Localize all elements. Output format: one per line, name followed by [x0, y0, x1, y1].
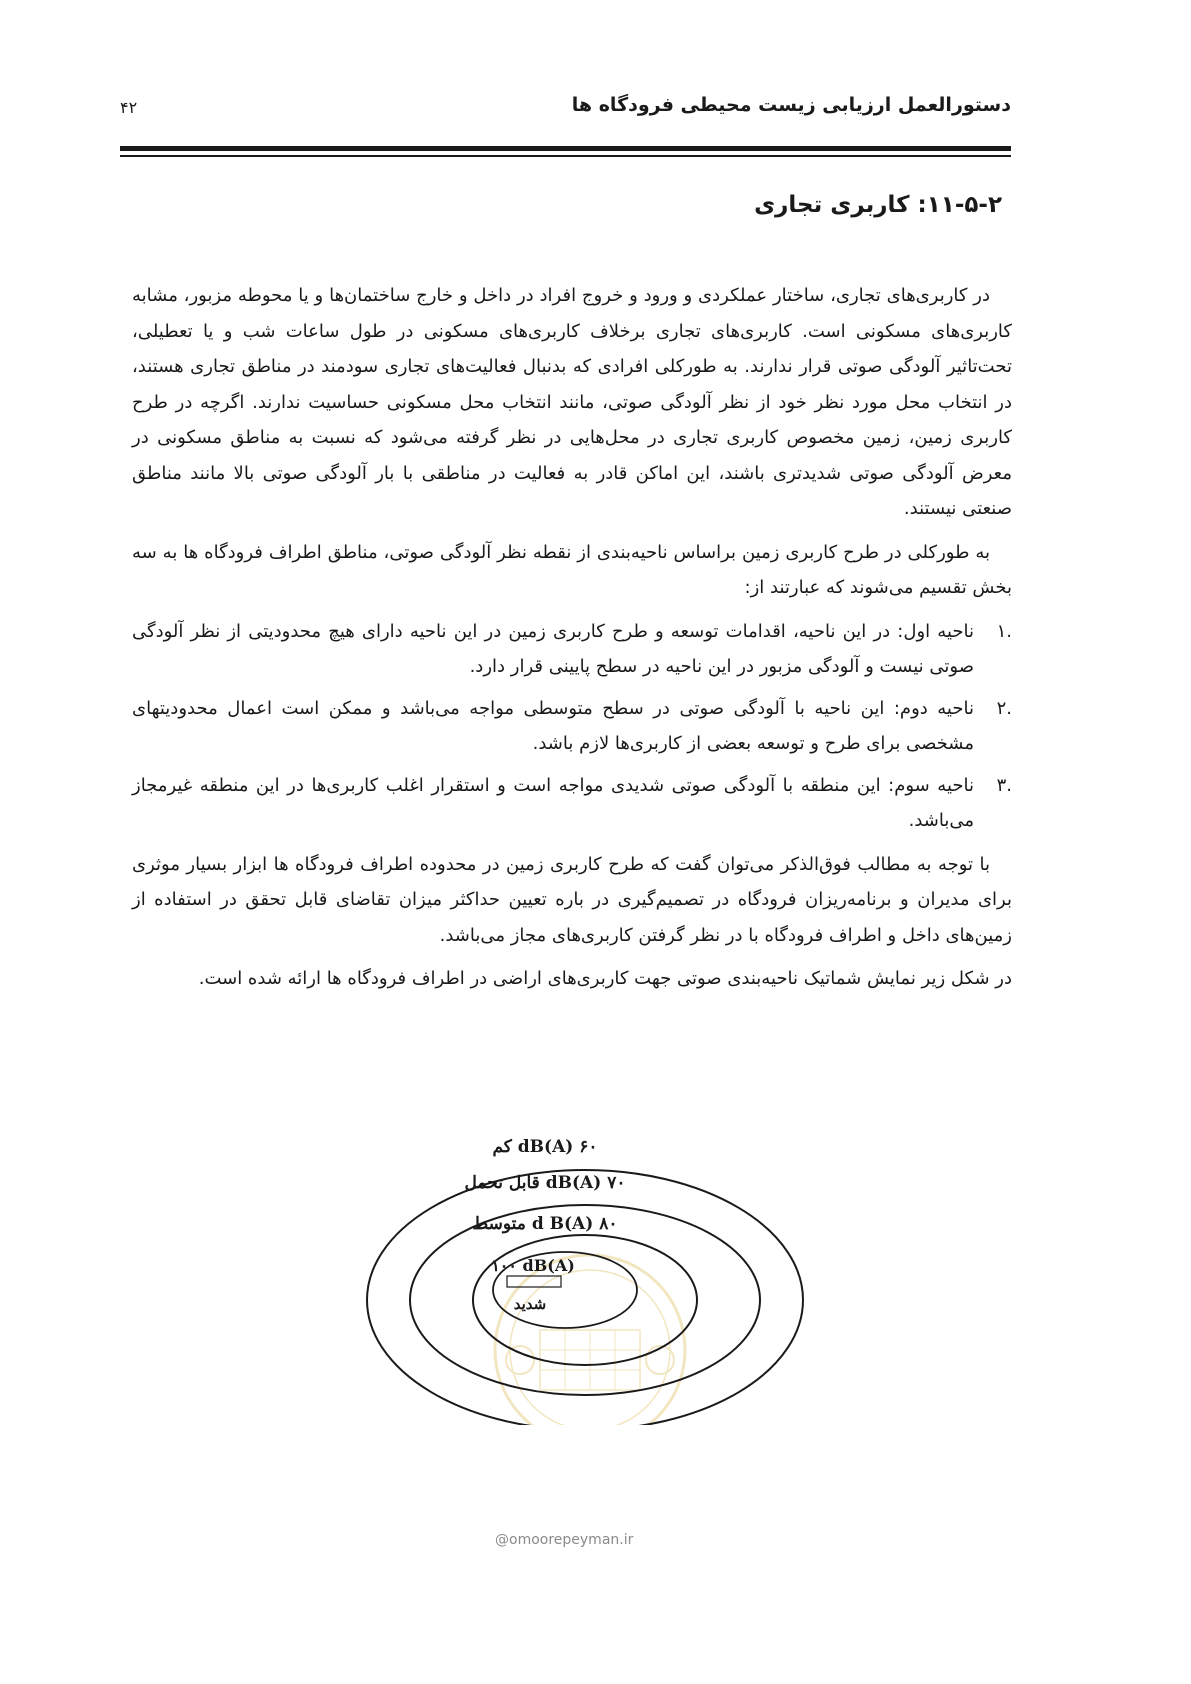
zone-list-item [132, 768, 1012, 839]
inner-zone-box [507, 1276, 561, 1287]
noise-zone-diagram [365, 1125, 825, 1425]
zone-text: ناحیه اول: در این ناحیه، اقدامات توسعه و طرح کاربری زمین در این ناحیه دارای هیچ محدودیتی از نظر آلودگی صوتی نیست و آلودگی مزبور در این ناحیه در سطح پایینی قرار دارد. [132, 620, 974, 677]
body-paragraph: با توجه به مطالب فوق‌الذکر می‌توان گفت که طرح کاربری زمین در محدوده اطراف فرودگاه ها ابزار بسیار موثری برای مدیران و برنامه‌ریزان فرودگاه در تصمیم‌گیری در باره تعیین حداکثر میزان تقاضای قابل تحقق در استفاده از زمین‌های داخل و اطراف فرودگاه با در نظر گرفتن کاربری‌های مجاز می‌باشد. [132, 853, 1012, 946]
zone-number: .۱ [996, 620, 1012, 642]
third-zone-label: ۸۰ d B(A) متوسط [472, 1214, 618, 1234]
zone-list-item [132, 614, 1012, 685]
inner-zone-label: ۱۰۰ dB(A) [491, 1256, 575, 1275]
section-title: ۱۱-۵-۲: کاربری تجاری [754, 192, 1002, 218]
zone-number: .۲ [996, 697, 1012, 719]
zone-number: .۳ [996, 774, 1012, 796]
zone-outer-ellipse [367, 1170, 803, 1425]
noise-zone-svg [365, 1125, 825, 1425]
watermark-text: @omoorepeyman.ir [495, 1532, 634, 1548]
inner-zone-severity-label: شدید [513, 1295, 547, 1313]
second-zone-label: ۷۰ dB(A) قابل تحمل [464, 1173, 626, 1193]
zone-text: ناحیه سوم: این منطقه با آلودگی صوتی شدیدی مواجه است و استقرار اغلب کاربری‌ها در این منطقه غیرمجاز می‌باشد. [132, 774, 974, 831]
page-number: ۴۲ [120, 98, 138, 117]
page-header [120, 86, 1011, 126]
running-header-title: دستورالعمل ارزیابی زیست محیطی فرودگاه ها [571, 94, 1011, 116]
body-content [132, 278, 1012, 1005]
seal-watermark-icon [495, 1255, 685, 1425]
zone-list-item [132, 691, 1012, 762]
header-rule-thick [120, 146, 1011, 151]
header-rule-thin [120, 155, 1011, 157]
outer-zone-label: ۶۰ dB(A) کم [492, 1137, 598, 1157]
body-paragraph: در شکل زیر نمایش شماتیک ناحیه‌بندی صوتی جهت کاربری‌های اراضی در اطراف فرودگاه ها ارائه شده است. [198, 968, 1012, 989]
zone-list [132, 614, 1012, 839]
zone-text: ناحیه دوم: این ناحیه با آلودگی صوتی در سطح متوسطی مواجه می‌باشد و ممکن است اعمال محدودیتهای مشخصی برای طرح و توسعه بعضی از کاربری‌ها لازم باشد. [132, 697, 974, 754]
body-paragraph: به طورکلی در طرح کاربری زمین براساس ناحیه‌بندی از نقطه نظر آلودگی صوتی، مناطق اطراف فرودگاه ها به سه بخش تقسیم می‌شوند که عبارتند از: [132, 541, 1012, 598]
body-paragraph: در کاربری‌های تجاری، ساختار عملکردی و ورود و خروج افراد در داخل و خارج ساختمان‌ها و یا محوطه مزبور، مشابه کاربری‌های مسکونی است. کاربری‌های تجاری برخلاف کاربری‌های مسکونی در طول ساعات شب و یا تعطیلی، تحت‌تاثیر آلودگی صوتی قرار ندارند. به طورکلی افرادی که بدنبال فعالیت‌های تجاری سودمند در مناطق تجاری هستند، در انتخاب محل مورد نظر خود از نظر آلودگی صوتی، مانند انتخاب محل مسکونی حساسیت ندارند. اگرچه در طرح کاربری زمین، زمین مخصوص کاربری تجاری در محل‌هایی در نظر گرفته می‌شود که نسبت به مناطق مسکونی در معرض آلودگی صوتی شدیدتری باشند، این اماکن قادر به فعالیت در مناطقی با بار آلودگی صوتی بالا مانند مناطق صنعتی نیستند. [132, 285, 1012, 519]
